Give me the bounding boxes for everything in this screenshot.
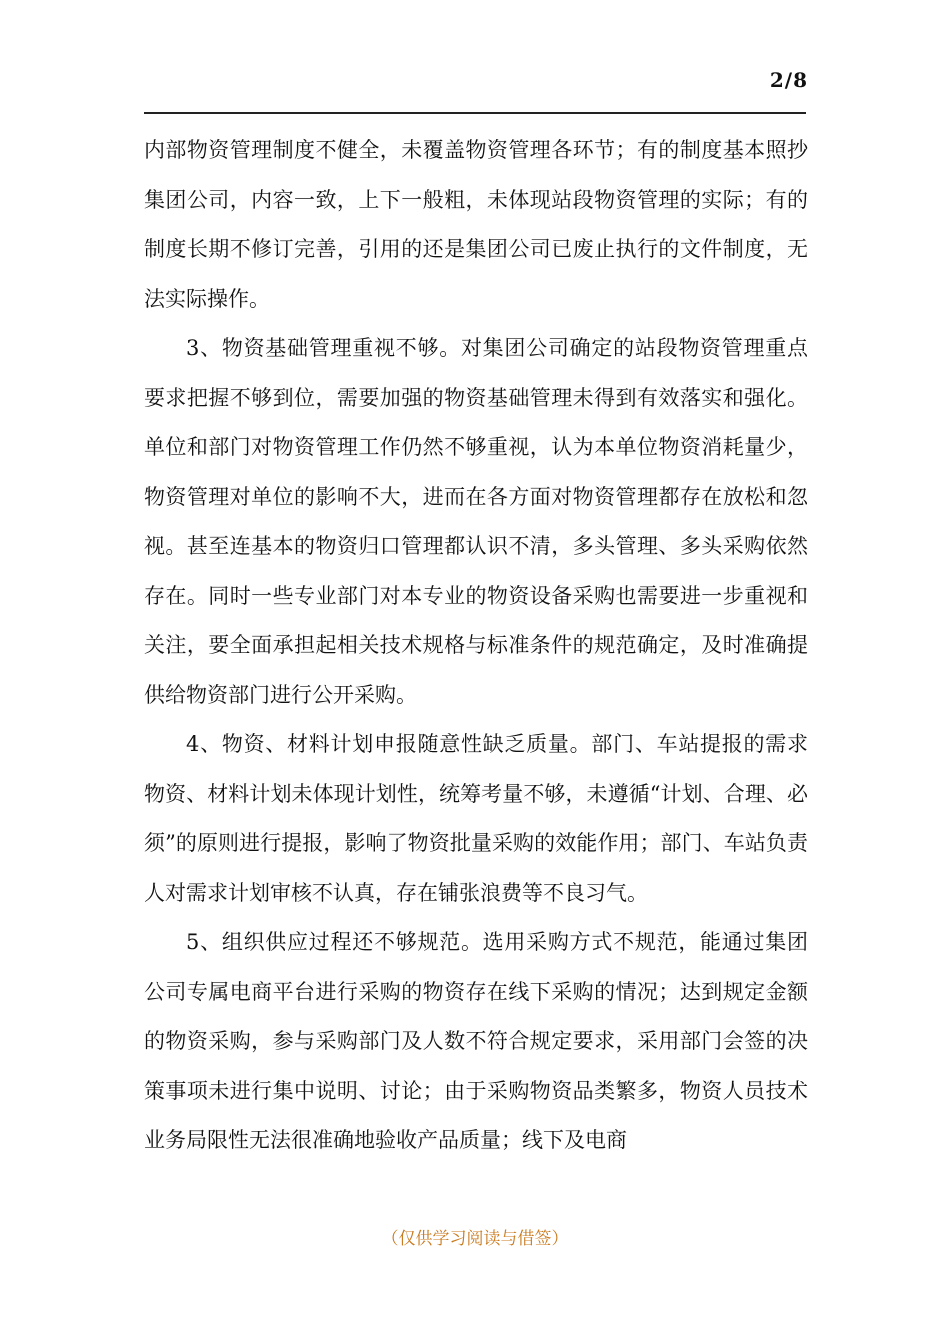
page-number: 2/8 [769, 68, 808, 92]
document-body [144, 126, 808, 1166]
paragraph-item-3: 3、物资基础管理重视不够。对集团公司确定的站段物资管理重点要求把握不够到位，需要加强的物资基础管理未得到有效落实和强化。单位和部门对物资管理工作仍然不够重视，认为本单位物资消耗量少，物资管理对单位的影响不大，进而在各方面对物资管理都存在放松和忽视。甚至连基本的物资归口管理都认识不清，多头管理、多头采购依然存在。同时一些专业部门对本专业的物资设备采购也需要进一步重视和关注，要全面承担起相关技术规格与标准条件的规范确定，及时准确提供给物资部门进行公开采购。 [144, 336, 808, 707]
footer-note: （仅供学习阅读与借签） [381, 1229, 569, 1249]
paragraph-item-4: 4、物资、材料计划申报随意性缺乏质量。部门、车站提报的需求物资、材料计划未体现计划性，统筹考量不够，未遵循“计划、合理、必须”的原则进行提报，影响了物资批量采购的效能作用；部门、车站负责人对需求计划审核不认真，存在铺张浪费等不良习气。 [144, 732, 808, 905]
header-divider [144, 112, 806, 114]
paragraph-continuation: 内部物资管理制度不健全，未覆盖物资管理各环节；有的制度基本照抄集团公司，内容一致，上下一般粗，未体现站段物资管理的实际；有的制度长期不修订完善，引用的还是集团公司已废止执行的文件制度，无法实际操作。 [144, 138, 808, 311]
paragraph-item-5: 5、组织供应过程还不够规范。选用采购方式不规范，能通过集团公司专属电商平台进行采购的物资存在线下采购的情况；达到规定金额的物资采购，参与采购部门及人数不符合规定要求，采用部门会签的决策事项未进行集中说明、讨论；由于采购物资品类繁多，物资人员技术业务局限性无法很准确地验收产品质量；线下及电商 [144, 930, 808, 1152]
